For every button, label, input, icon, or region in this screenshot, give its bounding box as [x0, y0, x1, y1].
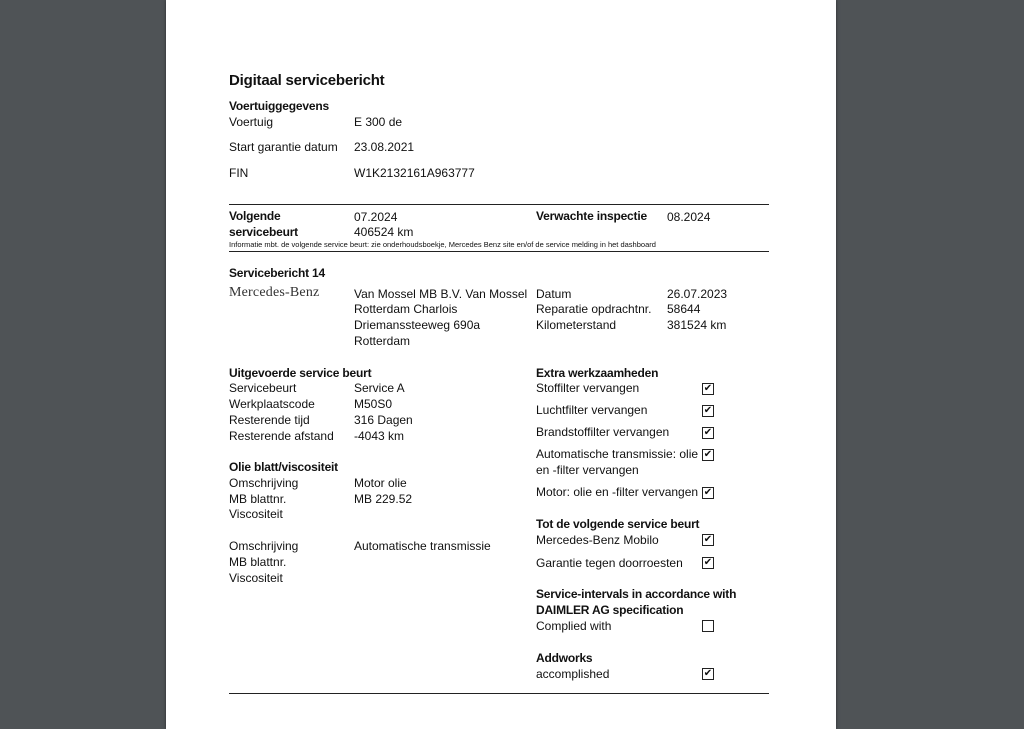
dealer-line: Van Mossel MB B.V. Van Mossel — [354, 287, 528, 301]
remaining-time-label: Resterende tijd — [229, 413, 310, 427]
remaining-distance-label: Resterende afstand — [229, 429, 334, 443]
extra-item-checkbox: ✔ — [703, 405, 713, 416]
next-service-km: 406524 km — [354, 225, 414, 239]
mileage-value: 381524 km — [667, 318, 727, 332]
until-next-heading: Tot de volgende service beurt — [536, 517, 700, 531]
oil-description-label: Omschrijving — [229, 476, 299, 490]
until-next-item-checkbox: ✔ — [703, 557, 713, 568]
extra-item-checkbox: ✔ — [703, 487, 713, 498]
divider — [229, 204, 769, 205]
extra-item-checkbox: ✔ — [703, 427, 713, 438]
mercedes-benz-logo: Mercedes-Benz — [229, 285, 320, 300]
mileage-label: Kilometerstand — [536, 318, 617, 332]
addworks-heading: Addworks — [536, 651, 593, 665]
next-service-note: Informatie mbt. de volgende service beurt: zie onderhoudsboekje, Mercedes Benz site en/of de service melding in het dashboard — [229, 240, 656, 249]
service-heading: Uitgevoerde service beurt — [229, 366, 372, 380]
intervals-item-label: Complied with — [536, 619, 612, 633]
intervals-heading-1: Service-intervals in accordance with — [536, 587, 737, 601]
warranty-start-value: 23.08.2021 — [354, 140, 415, 154]
workshop-code-value: M50S0 — [354, 397, 393, 411]
until-next-item-label: Mercedes-Benz Mobilo — [536, 533, 659, 547]
divider — [229, 693, 769, 694]
order-number-value: 58644 — [667, 302, 701, 316]
transmission-sheet-label: MB blattnr. — [229, 555, 287, 569]
next-service-label-2: servicebeurt — [229, 225, 298, 239]
extra-item-label: en -filter vervangen — [536, 463, 639, 477]
addworks-item-label: accomplished — [536, 667, 610, 681]
dealer-line: Rotterdam — [354, 334, 411, 348]
extra-item-label: Stoffilter vervangen — [536, 381, 640, 395]
next-service-date: 07.2024 — [354, 210, 398, 224]
until-next-item-checkbox: ✔ — [703, 534, 713, 545]
oil-heading: Olie blatt/viscositeit — [229, 460, 338, 474]
service-value: Service A — [354, 381, 405, 395]
intervals-checkbox — [702, 620, 714, 632]
page-title: Digitaal servicebericht — [229, 72, 385, 89]
extra-item-label: Luchtfilter vervangen — [536, 403, 648, 417]
vehicle-heading: Voertuiggegevens — [229, 99, 329, 113]
oil-sheet-value: MB 229.52 — [354, 492, 413, 506]
intervals-heading-2: DAIMLER AG specification — [536, 603, 684, 617]
service-label: Servicebeurt — [229, 381, 297, 395]
date-label: Datum — [536, 287, 572, 301]
dealer-line: Rotterdam Charlois — [354, 302, 458, 316]
extra-item-label: Automatische transmissie: olie — [536, 447, 699, 461]
fin-value: W1K2132161A963777 — [354, 166, 475, 180]
oil-description-value: Motor olie — [354, 476, 407, 490]
workshop-code-label: Werkplaatscode — [229, 397, 315, 411]
inspection-value: 08.2024 — [667, 210, 711, 224]
divider — [229, 251, 769, 252]
dealer-line: Driemanssteeweg 690a — [354, 318, 481, 332]
fin-label: FIN — [229, 166, 249, 180]
extra-work-heading: Extra werkzaamheden — [536, 366, 659, 380]
transmission-viscosity-label: Viscositeit — [229, 571, 283, 585]
transmission-description-value: Automatische transmissie — [354, 539, 491, 553]
oil-viscosity-label: Viscositeit — [229, 507, 283, 521]
addworks-checkbox: ✔ — [703, 668, 713, 679]
document-page — [166, 0, 836, 729]
remaining-time-value: 316 Dagen — [354, 413, 413, 427]
remaining-distance-value: -4043 km — [354, 429, 405, 443]
report-heading: Servicebericht 14 — [229, 266, 325, 280]
extra-item-label: Brandstoffilter vervangen — [536, 425, 670, 439]
extra-item-checkbox: ✔ — [703, 383, 713, 394]
extra-item-label: Motor: olie en -filter vervangen — [536, 485, 699, 499]
inspection-label: Verwachte inspectie — [536, 209, 647, 223]
order-number-label: Reparatie opdrachtnr. — [536, 302, 652, 316]
vehicle-value: E 300 de — [354, 115, 403, 129]
extra-item-checkbox: ✔ — [703, 449, 713, 460]
oil-sheet-label: MB blattnr. — [229, 492, 287, 506]
until-next-item-label: Garantie tegen doorroesten — [536, 556, 683, 570]
warranty-start-label: Start garantie datum — [229, 140, 338, 154]
vehicle-label: Voertuig — [229, 115, 274, 129]
transmission-description-label: Omschrijving — [229, 539, 299, 553]
date-value: 26.07.2023 — [667, 287, 728, 301]
next-service-label-1: Volgende — [229, 209, 281, 223]
